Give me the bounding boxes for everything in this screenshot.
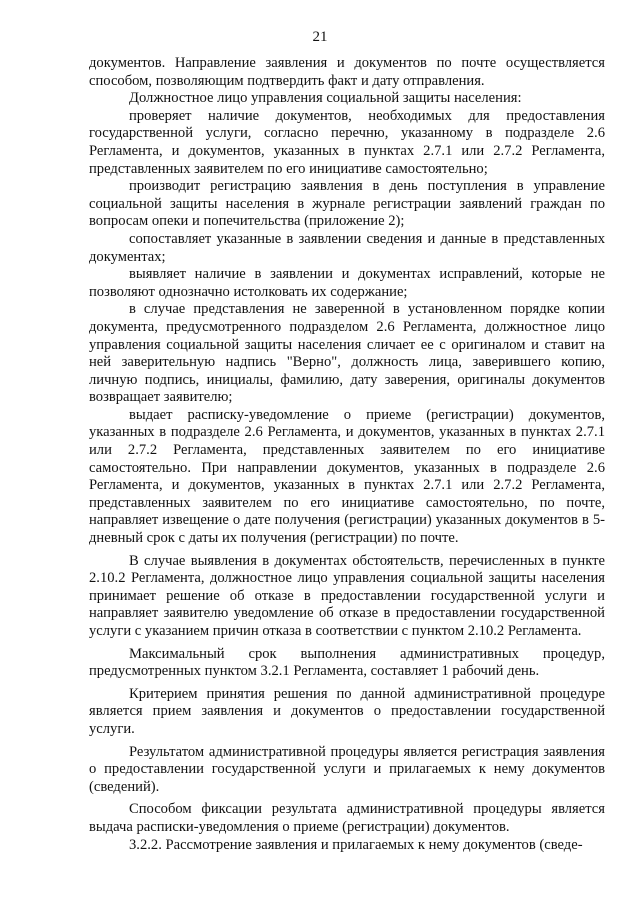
paragraph: Максимальный срок выполнения административных процедур, предусмотренных пунктом 3.2.1 Регламента, составляет 1 рабочий день. (89, 645, 605, 680)
paragraph: выдает расписку-уведомление о приеме (регистрации) документов, указанных в подразделе 2.6 Регламента, и документов, указанных в пунктах 2.7.1 или 2.7.2 Регламента, представленных заявителем по его инициативе самостоятельно. При направлении документов, указанных в подразделе 2.6 Регламента, и документов, указанных в пунктах 2.7.1 или 2.7.2 Регламента, представленных заявителем по его инициативе самостоятельно, по почте, направляет извещение о дате получения (регистрации) указанных документов в 5-дневный срок с даты их получения (регистрации) по почте. (89, 406, 605, 547)
paragraph: Способом фиксации результата административной процедуры является выдача расписки-уведомления о приеме (регистрации) документов. (89, 801, 605, 835)
document-body (89, 55, 605, 854)
paragraph: в случае представления не заверенной в установленном порядке копии документа, предусмотренного подразделом 2.6 Регламента, должностное лицо управления социальной защиты населения сличает ее с оригиналом и ставит на ней заверительную надпись "Верно", должность лица, заверившего копию, личную подпись, инициалы, фамилию, дату заверения, оригиналы документов возвращает заявителю; (89, 301, 605, 406)
paragraph: Результатом административной процедуры является регистрация заявления о предоставлении государственной услуги и прилагаемых к нему документов (сведений). (89, 743, 605, 795)
paragraph: Должностное лицо управления социальной защиты населения: (129, 90, 522, 107)
paragraph: производит регистрацию заявления в день поступления в управление социальной защиты населения в журнале регистрации заявлений граждан по вопросам опеки и попечительства (приложение 2); (89, 178, 605, 230)
paragraph: 3.2.2. Рассмотрение заявления и прилагаемых к нему документов (сведе- (129, 836, 583, 853)
paragraph: Критерием принятия решения по данной административной процедуре является прием заявления и документов о предоставлении государственной услуги. (89, 685, 605, 737)
paragraph: документов. Направление заявления и документов по почте осуществляется способом, позволяющим подтвердить факт и дату отправления. (89, 55, 605, 89)
paragraph: проверяет наличие документов, необходимых для предоставления государственной услуги, согласно перечню, указанному в подразделе 2.6 Регламента, и документов, указанных в пунктах 2.7.1 или 2.7.2 Регламента, представленных заявителем по его инициативе самостоятельно; (89, 107, 605, 177)
paragraph: В случае выявления в документах обстоятельств, перечисленных в пункте 2.10.2 Регламента, должностное лицо управления социальной защиты населения принимает решение об отказе в предоставлении государственной услуги и направляет заявителю уведомление об отказе в предоставлении государственной услуги с указанием причин отказа в соответствии с пунктом 2.10.2 Регламента. (89, 552, 605, 639)
page-number: 21 (312, 29, 328, 45)
paragraph: выявляет наличие в заявлении и документах исправлений, которые не позволяют однозначно истолковать их содержание; (89, 266, 605, 300)
paragraph: сопоставляет указанные в заявлении сведения и данные в представленных документах; (89, 230, 605, 265)
